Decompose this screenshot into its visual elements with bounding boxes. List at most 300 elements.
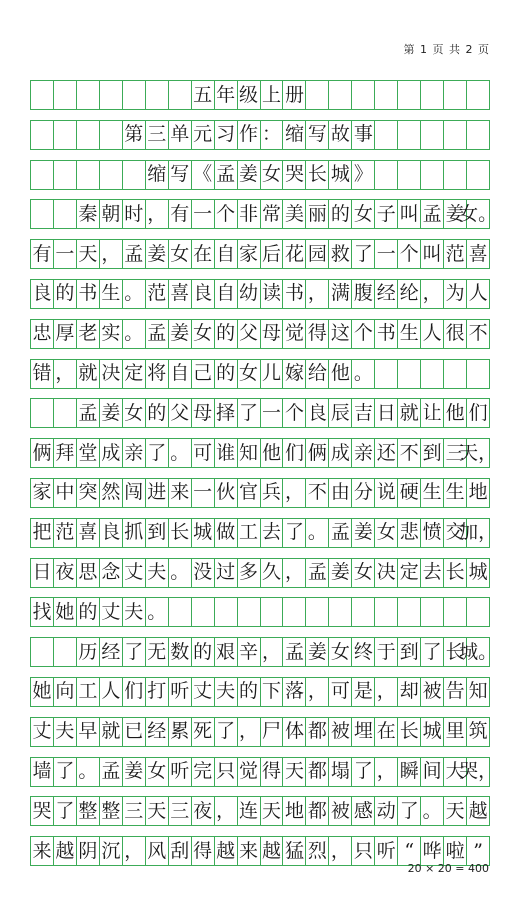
grid-cell: 女: [145, 758, 168, 786]
grid-cell: 姜: [122, 758, 145, 786]
grid-cell: 美: [282, 200, 305, 228]
grid-cell: 他: [443, 399, 466, 427]
grid-cell: 闯: [122, 479, 145, 507]
grid-cell: 了: [351, 758, 374, 786]
grid-cell: 们: [282, 439, 305, 467]
grid-cell: 女。: [466, 200, 490, 228]
grid-cell: 。: [122, 280, 145, 308]
grid-row: [30, 80, 490, 110]
grid-row: [30, 438, 498, 468]
grid-cell: 经: [145, 718, 168, 746]
grid-row: [30, 518, 498, 548]
grid-cell: 范: [443, 240, 466, 268]
grid-cell: 了: [237, 399, 260, 427]
grid-cell: ，: [305, 678, 328, 706]
grid-cell: 三: [122, 797, 145, 825]
grid-cell: 兵: [260, 479, 283, 507]
grid-cell: [397, 121, 420, 149]
grid-cell: 实: [99, 320, 122, 348]
grid-cell: 进: [145, 479, 168, 507]
grid-cell: 越: [53, 837, 76, 865]
grid-cell: 尸: [260, 718, 283, 746]
grid-cell: 自: [168, 360, 191, 388]
grid-cell: 来: [30, 837, 53, 865]
grid-cell: [99, 121, 122, 149]
grid-cell: 她: [53, 598, 76, 626]
grid-cell: 墙: [30, 758, 53, 786]
grid-cell: 间: [420, 758, 443, 786]
grid-cell: 老: [76, 320, 99, 348]
grid-cell: 生: [420, 479, 443, 507]
grid-cell: 嫁: [282, 360, 305, 388]
grid-cell: 埋: [351, 718, 374, 746]
grid-cell: [374, 121, 397, 149]
grid-cell: 生: [443, 479, 466, 507]
grid-cell: 告: [443, 678, 466, 706]
grid-cell: 的: [328, 200, 351, 228]
grid-cell: 觉: [282, 320, 305, 348]
grid-cell: 书: [76, 280, 99, 308]
grid-row: [30, 120, 490, 150]
grid-cell: 定: [122, 360, 145, 388]
grid-cell: 找: [30, 598, 53, 626]
grid-cell: [122, 161, 145, 189]
grid-cell: 累: [168, 718, 191, 746]
grid-cell: 辛: [237, 638, 260, 666]
grid-cell: 来: [168, 479, 191, 507]
grid-cell: 她: [30, 678, 53, 706]
grid-cell: 长: [305, 161, 328, 189]
grid-cell: 天: [145, 797, 168, 825]
grid-cell: 知: [237, 439, 260, 467]
grid-row: [30, 359, 490, 389]
grid-cell: 女: [191, 320, 214, 348]
grid-cell: 年: [214, 81, 237, 109]
grid-cell: 数: [168, 638, 191, 666]
grid-cell: 写: [305, 121, 328, 149]
grid-cell: [420, 81, 443, 109]
grid-cell: [30, 638, 53, 666]
grid-cell: 猛: [282, 837, 305, 865]
grid-cell: [122, 81, 145, 109]
grid-row: [30, 279, 490, 309]
grid-cell: 历: [76, 638, 99, 666]
grid-row: [30, 478, 490, 508]
grid-cell: 整: [99, 797, 122, 825]
grid-cell: [420, 360, 443, 388]
grid-cell: 给: [305, 360, 328, 388]
grid-cell: 喜: [466, 240, 490, 268]
grid-cell: 一: [191, 479, 214, 507]
grid-cell: 了: [282, 519, 305, 547]
grid-cell: 拜: [53, 439, 76, 467]
grid-cell: 自: [214, 240, 237, 268]
grid-cell: 第: [122, 121, 145, 149]
grid-cell: 去: [420, 559, 443, 587]
grid-cell: ，: [328, 837, 351, 865]
grid-cell: 久: [260, 559, 283, 587]
grid-cell: 了: [397, 797, 420, 825]
grid-cell: 朝: [99, 200, 122, 228]
grid-row: [30, 398, 490, 428]
grid-cell: 了: [214, 718, 237, 746]
grid-cell: 孟: [282, 638, 305, 666]
grid-cell: 丈: [122, 559, 145, 587]
grid-cell: [237, 598, 260, 626]
grid-cell: [374, 598, 397, 626]
grid-cell: 很: [443, 320, 466, 348]
grid-cell: 越: [260, 837, 283, 865]
grid-cell: 良: [30, 280, 53, 308]
grid-cell: 工: [76, 678, 99, 706]
grid-cell: 姜: [237, 161, 260, 189]
grid-cell: 都: [305, 758, 328, 786]
grid-cell: 常: [260, 200, 283, 228]
grid-cell: 工: [237, 519, 260, 547]
grid-cell: [305, 81, 328, 109]
grid-cell: 作: [237, 121, 260, 149]
grid-cell: [191, 598, 214, 626]
grid-cell: 人: [99, 678, 122, 706]
grid-cell: 姜: [351, 519, 374, 547]
grid-cell: 就: [397, 399, 420, 427]
grid-cell: 。: [168, 559, 191, 587]
grid-cell: 们: [122, 678, 145, 706]
grid-cell: 良: [191, 280, 214, 308]
grid-cell: 故: [328, 121, 351, 149]
grid-cell: 经: [99, 638, 122, 666]
grid-cell: 的: [191, 638, 214, 666]
grid-cell: 成: [328, 439, 351, 467]
grid-cell: 悲: [397, 519, 420, 547]
grid-cell: 救: [328, 240, 351, 268]
grid-cell: 觉: [237, 758, 260, 786]
grid-cell: 了: [420, 638, 443, 666]
grid-cell: [374, 161, 397, 189]
grid-cell: [443, 161, 466, 189]
grid-cell: 了: [122, 638, 145, 666]
grid-cell: [397, 81, 420, 109]
grid-cell: 花: [282, 240, 305, 268]
grid-cell: 只: [214, 758, 237, 786]
grid-cell: [53, 161, 76, 189]
grid-cell: 丈: [99, 598, 122, 626]
grid-cell: [168, 598, 191, 626]
grid-cell: [466, 81, 490, 109]
grid-cell: 分: [351, 479, 374, 507]
grid-cell: 他: [328, 360, 351, 388]
grid-cell: 个: [282, 399, 305, 427]
grid-cell: 听: [168, 678, 191, 706]
grid-cell: 将: [145, 360, 168, 388]
grid-cell: [351, 81, 374, 109]
grid-cell: 知: [466, 678, 490, 706]
grid-cell: [53, 638, 76, 666]
grid-cell: 中: [53, 479, 76, 507]
grid-cell: ：: [260, 121, 283, 149]
grid-cell: 于: [374, 638, 397, 666]
grid-cell: 动: [374, 797, 397, 825]
grid-cell: [420, 121, 443, 149]
grid-cell: 们: [466, 399, 490, 427]
grid-cell: 三: [168, 797, 191, 825]
grid-cell: 大: [443, 758, 466, 786]
grid-cell: [466, 161, 490, 189]
grid-row: [30, 796, 490, 826]
grid-cell: 忠: [30, 320, 53, 348]
grid-cell: [145, 81, 168, 109]
grid-row: [30, 597, 490, 627]
grid-cell: [76, 121, 99, 149]
grid-cell: 无: [145, 638, 168, 666]
grid-cell: ”: [466, 837, 490, 865]
grid-cell: [260, 598, 283, 626]
grid-cell: 里: [443, 718, 466, 746]
page-indicator: 第 1 页 共 2 页: [403, 43, 489, 56]
grid-cell: 被: [420, 678, 443, 706]
grid-cell: [305, 598, 328, 626]
grid-cell: 姜: [145, 240, 168, 268]
grid-cell: 范: [145, 280, 168, 308]
grid-cell: 为: [443, 280, 466, 308]
grid-cell: 交: [443, 519, 466, 547]
grid-cell: [420, 161, 443, 189]
grid-cell: 生: [397, 320, 420, 348]
grid-cell: 可: [191, 439, 214, 467]
grid-cell: 城: [420, 718, 443, 746]
grid-cell: [443, 598, 466, 626]
grid-cell: 一: [53, 240, 76, 268]
grid-cell: 夫: [214, 678, 237, 706]
grid-cell: 喜: [76, 519, 99, 547]
grid-cell: 幼: [237, 280, 260, 308]
grid-cell: 到: [420, 439, 443, 467]
grid-cell: 书: [282, 280, 305, 308]
grid-cell: 哗: [420, 837, 443, 865]
grid-cell: 三: [443, 439, 466, 467]
grid-cell: 思: [76, 559, 99, 587]
grid-cell: [397, 161, 420, 189]
grid-cell: 的: [145, 399, 168, 427]
grid-cell: 园: [305, 240, 328, 268]
grid-cell: “: [397, 837, 420, 865]
grid-row: [30, 637, 498, 667]
grid-cell: 个: [214, 200, 237, 228]
grid-cell: [53, 200, 76, 228]
composition-grid: [30, 80, 498, 876]
grid-cell: 单: [168, 121, 191, 149]
grid-cell: 俩: [305, 439, 328, 467]
grid-cell: 有: [168, 200, 191, 228]
grid-cell: 的: [76, 598, 99, 626]
grid-cell: 夫: [145, 559, 168, 587]
grid-cell: 了: [53, 797, 76, 825]
grid-cell: ，: [420, 280, 443, 308]
grid-cell: 连: [237, 797, 260, 825]
grid-cell: 母: [191, 399, 214, 427]
grid-cell: 天: [260, 797, 283, 825]
grid-cell: 。: [420, 797, 443, 825]
grid-cell: [397, 360, 420, 388]
grid-cell: 却: [397, 678, 420, 706]
grid-cell: 孟: [420, 200, 443, 228]
grid-cell: [443, 81, 466, 109]
grid-cell: 姜: [443, 200, 466, 228]
grid-cell: 不: [397, 439, 420, 467]
grid-cell: 让: [420, 399, 443, 427]
grid-cell: [99, 81, 122, 109]
grid-cell: 打: [145, 678, 168, 706]
grid-cell: 地: [466, 479, 490, 507]
grid-cell: ，: [374, 758, 397, 786]
grid-cell: 事: [351, 121, 374, 149]
grid-cell: 女: [351, 200, 374, 228]
grid-cell: 生: [99, 280, 122, 308]
grid-cell: 越: [214, 837, 237, 865]
grid-cell: ，: [305, 280, 328, 308]
grid-row: [30, 319, 490, 349]
grid-cell: 长: [168, 519, 191, 547]
grid-cell: 天，: [466, 439, 490, 467]
grid-cell: 说: [374, 479, 397, 507]
grid-cell: 天: [282, 758, 305, 786]
grid-cell: 哭，: [466, 758, 490, 786]
grid-cell: 》: [351, 161, 374, 189]
grid-cell: 个: [397, 240, 420, 268]
grid-cell: [99, 161, 122, 189]
grid-cell: 纶: [397, 280, 420, 308]
grid-cell: 姜: [168, 320, 191, 348]
grid-cell: 不: [305, 479, 328, 507]
grid-cell: 的: [214, 360, 237, 388]
grid-cell: 把: [30, 519, 53, 547]
grid-cell: 叫: [397, 200, 420, 228]
grid-row: [30, 757, 498, 787]
grid-cell: 良: [305, 399, 328, 427]
grid-row: [30, 558, 490, 588]
grid-cell: 夫: [53, 718, 76, 746]
grid-cell: 孟: [214, 161, 237, 189]
grid-cell: [282, 598, 305, 626]
grid-cell: 谁: [214, 439, 237, 467]
grid-cell: 亲: [122, 439, 145, 467]
grid-cell: 体: [282, 718, 305, 746]
grid-cell: 一: [260, 399, 283, 427]
grid-cell: 决: [99, 360, 122, 388]
grid-cell: 父: [237, 320, 260, 348]
grid-cell: 腹: [351, 280, 374, 308]
grid-cell: 写: [168, 161, 191, 189]
grid-cell: 哭: [30, 797, 53, 825]
grid-cell: 刮: [168, 837, 191, 865]
grid-cell: 得: [305, 320, 328, 348]
grid-cell: 姜: [305, 638, 328, 666]
grid-cell: 俩: [30, 439, 53, 467]
grid-cell: 不: [466, 320, 490, 348]
grid-row: [30, 160, 490, 190]
grid-cell: 人: [466, 280, 490, 308]
grid-cell: [466, 598, 490, 626]
grid-cell: 死: [191, 718, 214, 746]
grid-cell: 夫: [122, 598, 145, 626]
grid-cell: 早: [76, 718, 99, 746]
grid-cell: 风: [145, 837, 168, 865]
grid-cell: 由: [328, 479, 351, 507]
grid-cell: 到: [397, 638, 420, 666]
grid-cell: ，: [53, 360, 76, 388]
grid-cell: 决: [374, 559, 397, 587]
grid-cell: 孟: [328, 519, 351, 547]
grid-cell: 听: [168, 758, 191, 786]
grid-cell: 他: [260, 439, 283, 467]
grid-cell: 整: [76, 797, 99, 825]
grid-cell: 母: [260, 320, 283, 348]
grid-cell: 家: [30, 479, 53, 507]
grid-cell: [30, 161, 53, 189]
grid-cell: 塌: [328, 758, 351, 786]
grid-cell: 元: [191, 121, 214, 149]
grid-cell: 自: [214, 280, 237, 308]
grid-cell: [168, 81, 191, 109]
grid-cell: 叫: [420, 240, 443, 268]
grid-cell: 城: [191, 519, 214, 547]
grid-cell: ，: [282, 559, 305, 587]
grid-cell: ，: [237, 718, 260, 746]
grid-cell: [443, 121, 466, 149]
grid-cell: [328, 81, 351, 109]
grid-cell: 个: [351, 320, 374, 348]
grid-cell: 日: [30, 559, 53, 587]
grid-cell: 去: [260, 519, 283, 547]
grid-cell: 可: [328, 678, 351, 706]
grid-cell: 级: [237, 81, 260, 109]
grid-cell: [53, 121, 76, 149]
grid-cell: 烈: [305, 837, 328, 865]
grid-cell: [328, 598, 351, 626]
grid-cell: 多: [237, 559, 260, 587]
grid-cell: ，: [99, 240, 122, 268]
grid-cell: [466, 121, 490, 149]
grid-cell: [30, 399, 53, 427]
grid-cell: [76, 161, 99, 189]
grid-cell: 秦: [76, 200, 99, 228]
grid-cell: [443, 360, 466, 388]
grid-cell: 女: [122, 399, 145, 427]
grid-cell: 。: [76, 758, 99, 786]
grid-cell: 习: [214, 121, 237, 149]
grid-cell: 。: [305, 519, 328, 547]
grid-cell: 良: [99, 519, 122, 547]
grid-cell: 错: [30, 360, 53, 388]
grid-cell: 下: [260, 678, 283, 706]
grid-cell: ，: [374, 678, 397, 706]
grid-cell: 时: [122, 200, 145, 228]
grid-cell: 择: [214, 399, 237, 427]
grid-cell: 一: [374, 240, 397, 268]
grid-cell: 落: [282, 678, 305, 706]
grid-cell: 夜: [53, 559, 76, 587]
grid-cell: 厚: [53, 320, 76, 348]
grid-cell: 向: [53, 678, 76, 706]
grid-cell: 上: [260, 81, 283, 109]
grid-cell: [53, 399, 76, 427]
grid-row: [30, 239, 490, 269]
grid-cell: 越: [466, 797, 490, 825]
grid-cell: 还: [374, 439, 397, 467]
grid-cell: 沉: [99, 837, 122, 865]
grid-cell: 有: [30, 240, 53, 268]
grid-cell: 子: [374, 200, 397, 228]
